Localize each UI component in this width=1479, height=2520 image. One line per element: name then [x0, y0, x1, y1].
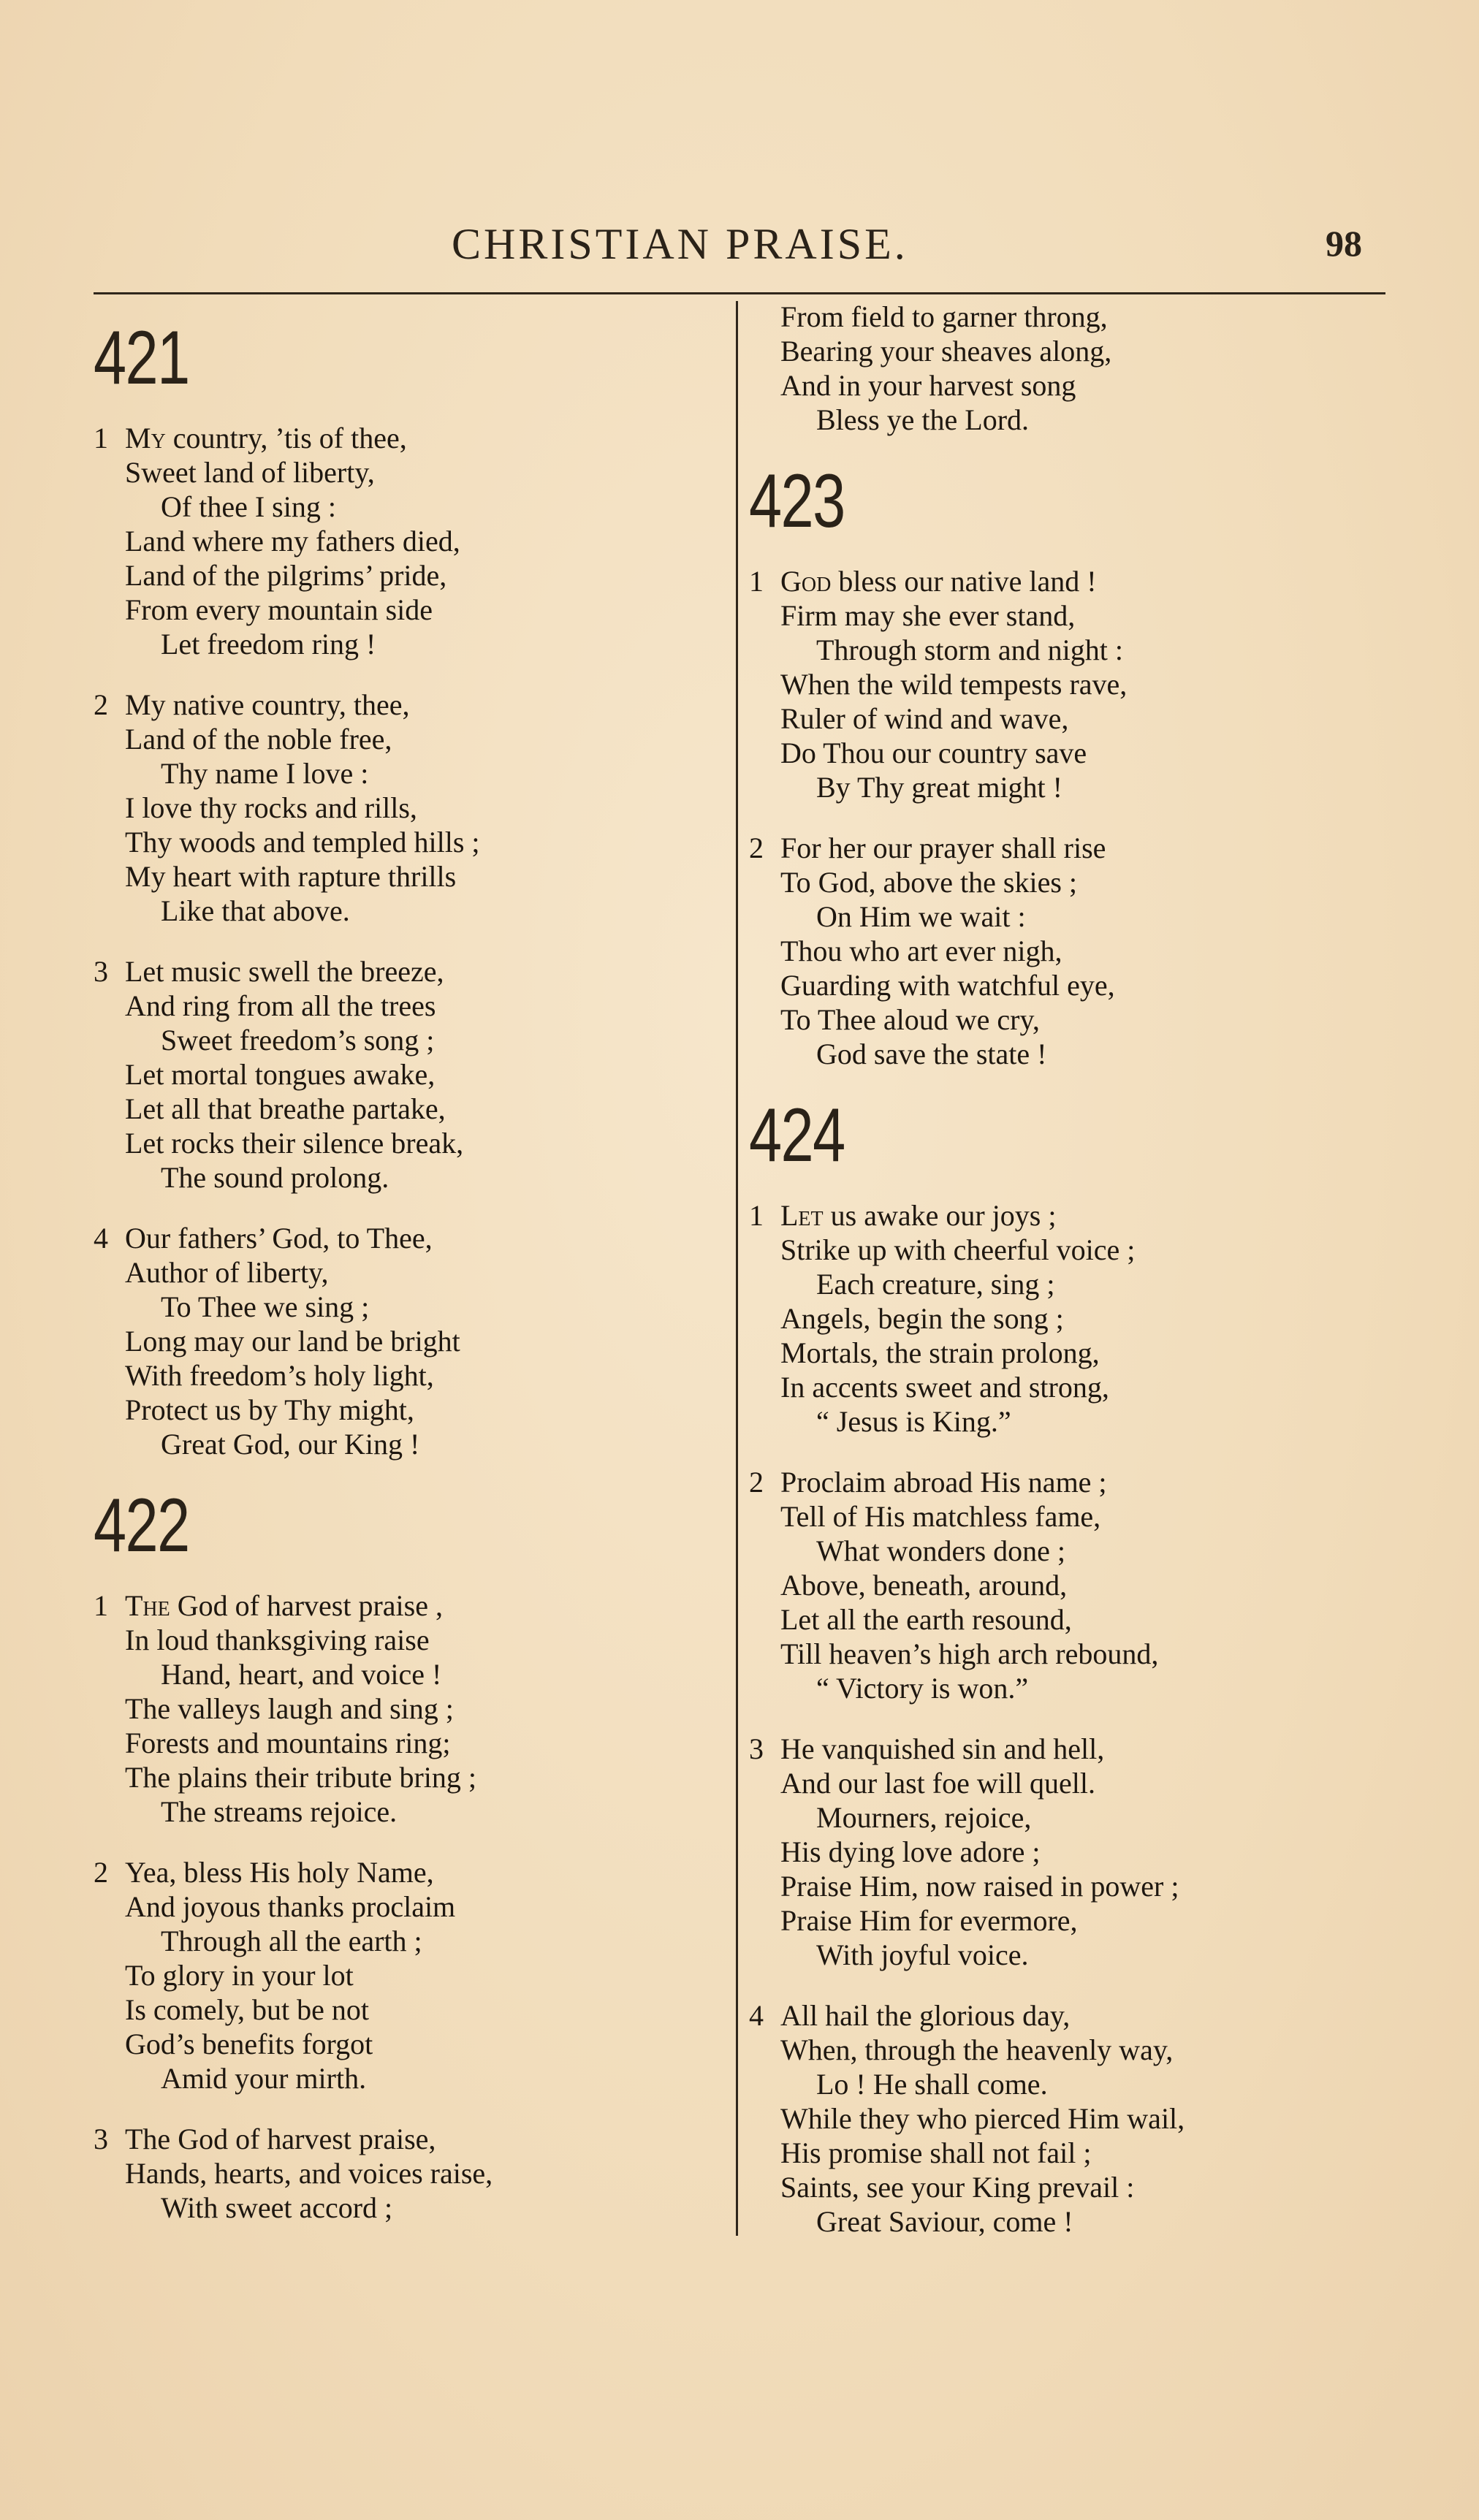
line-text: country, ’tis of thee,	[172, 422, 407, 454]
line-text: Our fathers’ God, to Thee,	[125, 1222, 433, 1255]
verse-line: To God, above the skies ;	[780, 866, 1078, 899]
verse-line: Sweet land of liberty,	[125, 456, 375, 489]
stanza-3	[749, 1732, 1370, 1972]
verse-line: Great Saviour, come !	[816, 2205, 1073, 2238]
stanza-1	[94, 421, 715, 661]
stanza-1	[749, 1198, 1370, 1439]
verse-number: 3	[94, 955, 108, 988]
verse-line: Praise Him for evermore,	[780, 1904, 1078, 1937]
line-text: Yea, bless His holy Name,	[125, 1856, 434, 1889]
verse-number: 1	[94, 422, 108, 454]
verse-line: And our last foe will quell.	[780, 1767, 1096, 1800]
verse-line: To Thee aloud we cry,	[780, 1003, 1040, 1036]
verse-line: Like that above.	[161, 894, 350, 927]
verse-line: Till heaven’s high arch rebound,	[780, 1637, 1159, 1670]
verse-line: Is comely, but be not	[125, 1993, 370, 2026]
verse-number: 2	[749, 1466, 764, 1499]
verse-line: Let all the earth resound,	[780, 1603, 1072, 1636]
verse-line: When, through the heavenly way,	[780, 2033, 1174, 2066]
verse-line: To glory in your lot	[125, 1959, 354, 1992]
verse-line	[749, 564, 1370, 598]
first-word: The	[125, 1589, 170, 1622]
verse-line: God save the state !	[816, 1038, 1047, 1070]
verse-line: Angels, begin the song ;	[780, 1302, 1064, 1335]
stanza-4	[94, 1221, 715, 1461]
stanza-3	[94, 2122, 715, 2225]
hymn-422	[94, 1483, 715, 2225]
line-text: Proclaim abroad His name ;	[780, 1466, 1107, 1499]
hymn-number: 422	[94, 1483, 189, 1568]
verse-line	[94, 954, 715, 989]
verse-number: 4	[749, 1999, 764, 2032]
line-text: God of harvest praise ,	[177, 1589, 443, 1622]
hymn-number: 424	[749, 1093, 845, 1178]
verse-line: Long may our land be bright	[125, 1325, 460, 1358]
verse-number: 1	[749, 565, 764, 598]
line-text: He vanquished sin and hell,	[780, 1732, 1105, 1765]
verse-line: Praise Him, now raised in power ;	[780, 1870, 1179, 1903]
verse-line: With freedom’s holy light,	[125, 1359, 434, 1392]
stanza-2	[749, 831, 1370, 1071]
verse-line: Thou who art ever nigh,	[780, 934, 1062, 967]
verse-line: Hands, hearts, and voices raise,	[125, 2157, 493, 2190]
verse-line: Mourners, rejoice,	[816, 1801, 1032, 1834]
line-text: us awake our joys ;	[830, 1199, 1057, 1232]
verse-line: The plains their tribute bring ;	[125, 1761, 476, 1794]
verse-line: Land of the noble free,	[125, 723, 392, 755]
verse-line: From field to garner throng,	[780, 300, 1108, 333]
hymn-424	[749, 1093, 1370, 2239]
verse-line: With sweet accord ;	[161, 2191, 393, 2224]
verse-line: Bearing your sheaves along,	[780, 335, 1112, 368]
verse-line: The streams rejoice.	[161, 1795, 398, 1828]
right-column	[749, 300, 1370, 2265]
verse-line: Let rocks their silence break,	[125, 1127, 464, 1160]
verse-number: 1	[749, 1199, 764, 1232]
verse-line: And joyous thanks proclaim	[125, 1890, 456, 1923]
verse-line	[94, 2122, 715, 2156]
verse-line: Strike up with cheerful voice ;	[780, 1233, 1136, 1266]
verse-line: His promise shall not fail ;	[780, 2136, 1092, 2169]
column-divider	[736, 301, 738, 2236]
verse-line: Through storm and night :	[816, 633, 1123, 666]
verse-line: Ruler of wind and wave,	[780, 702, 1069, 735]
verse-number: 2	[94, 1856, 108, 1889]
verse-line: “ Victory is won.”	[816, 1672, 1029, 1705]
verse-line: I love thy rocks and rills,	[125, 791, 417, 824]
verse-line: The sound prolong.	[161, 1161, 389, 1194]
verse-line	[749, 1732, 1370, 1766]
verse-number: 2	[94, 688, 108, 721]
verse-line: To Thee we sing ;	[161, 1290, 370, 1323]
stanza-2	[94, 688, 715, 928]
hymn-422-stanza-3-continued	[749, 300, 1370, 437]
page-header	[94, 219, 1385, 285]
verse-line	[94, 1221, 715, 1255]
verse-line	[749, 1998, 1370, 2033]
verse-line	[94, 1855, 715, 1889]
stanza-1	[94, 1588, 715, 1829]
stanza-1	[749, 564, 1370, 804]
verse-line: Of thee I sing :	[161, 490, 336, 523]
verse-line: In loud thanksgiving raise	[125, 1623, 430, 1656]
verse-line: Lo ! He shall come.	[816, 2068, 1048, 2101]
verse-line	[749, 1465, 1370, 1499]
first-word: My	[125, 422, 166, 454]
verse-line: Let all that breathe partake,	[125, 1092, 446, 1125]
verse-line: Tell of His matchless fame,	[780, 1500, 1101, 1533]
verse-line	[94, 688, 715, 722]
line-text: Let music swell the breeze,	[125, 955, 444, 988]
verse-line: While they who pierced Him wail,	[780, 2102, 1185, 2135]
verse-line	[94, 1588, 715, 1623]
verse-line: Protect us by Thy might,	[125, 1393, 414, 1426]
verse-line: Thy name I love :	[161, 757, 369, 790]
verse-line: Guarding with watchful eye,	[780, 969, 1115, 1002]
verse-line: My heart with rapture thrills	[125, 860, 457, 893]
verse-line	[94, 421, 715, 455]
verse-line	[749, 1198, 1370, 1233]
hymn-421	[94, 316, 715, 1461]
verse-line: Firm may she ever stand,	[780, 599, 1076, 632]
verse-line: And ring from all the trees	[125, 989, 436, 1022]
stanza-4	[749, 1998, 1370, 2239]
verse-line: The valleys laugh and sing ;	[125, 1692, 454, 1725]
header-rule	[94, 292, 1385, 294]
verse-line: Hand, heart, and voice !	[161, 1658, 442, 1691]
left-column	[94, 300, 715, 2251]
line-text: My native country, thee,	[125, 688, 410, 721]
hymn-number: 423	[749, 459, 845, 544]
hymn-423	[749, 459, 1370, 1071]
verse-number: 2	[749, 831, 764, 864]
verse-line: Saints, see your King prevail :	[780, 2171, 1135, 2204]
verse-line: Sweet freedom’s song ;	[161, 1024, 435, 1057]
verse-line: Let freedom ring !	[161, 628, 376, 661]
verse-line: Let mortal tongues awake,	[125, 1058, 436, 1091]
verse-line: On Him we wait :	[816, 900, 1026, 933]
verse-line: When the wild tempests rave,	[780, 668, 1128, 701]
running-title: CHRISTIAN PRAISE.	[452, 220, 908, 268]
page-number: 98	[1326, 223, 1362, 264]
verse-number: 1	[94, 1589, 108, 1622]
line-text: For her our prayer shall rise	[780, 831, 1106, 864]
verse-line: By Thy great might !	[816, 771, 1062, 804]
verse-line: Each creature, sing ;	[816, 1268, 1055, 1301]
verse-line: Thy woods and templed hills ;	[125, 826, 480, 859]
first-word: God	[780, 565, 832, 598]
line-text: The God of harvest praise,	[125, 2123, 436, 2155]
verse-line: Through all the earth ;	[161, 1925, 422, 1957]
verse-number: 4	[94, 1222, 108, 1255]
stanza-2	[749, 1465, 1370, 1705]
verse-line: Amid your mirth.	[161, 2062, 367, 2095]
verse-line: Mortals, the strain prolong,	[780, 1336, 1100, 1369]
verse-line: Above, beneath, around,	[780, 1569, 1068, 1602]
verse-line: From every mountain side	[125, 593, 433, 626]
stanza-3	[94, 954, 715, 1195]
first-word: Let	[780, 1199, 824, 1232]
verse-line: Forests and mountains ring;	[125, 1727, 451, 1759]
verse-line: God’s benefits forgot	[125, 2028, 373, 2060]
verse-line: And in your harvest song	[780, 369, 1076, 402]
verse-line: Land of the pilgrims’ pride,	[125, 559, 447, 592]
verse-number: 3	[94, 2123, 108, 2155]
verse-line: His dying love adore ;	[780, 1835, 1041, 1868]
verse-line: With joyful voice.	[816, 1938, 1029, 1971]
verse-line: Land where my fathers died,	[125, 525, 460, 557]
verse-line: “ Jesus is King.”	[816, 1405, 1011, 1438]
verse-line: Great God, our King !	[161, 1428, 420, 1461]
verse-line: Author of liberty,	[125, 1256, 329, 1289]
line-text: All hail the glorious day,	[780, 1999, 1071, 2032]
verse-line: Bless ye the Lord.	[816, 403, 1030, 436]
verse-line	[749, 831, 1370, 865]
verse-line: In accents sweet and strong,	[780, 1371, 1109, 1404]
verse-number: 3	[749, 1732, 764, 1765]
line-text: bless our native land !	[838, 565, 1097, 598]
stanza-2	[94, 1855, 715, 2095]
verse-line: What wonders done ;	[816, 1534, 1066, 1567]
hymn-number: 421	[94, 316, 189, 400]
verse-line: Do Thou our country save	[780, 736, 1087, 769]
